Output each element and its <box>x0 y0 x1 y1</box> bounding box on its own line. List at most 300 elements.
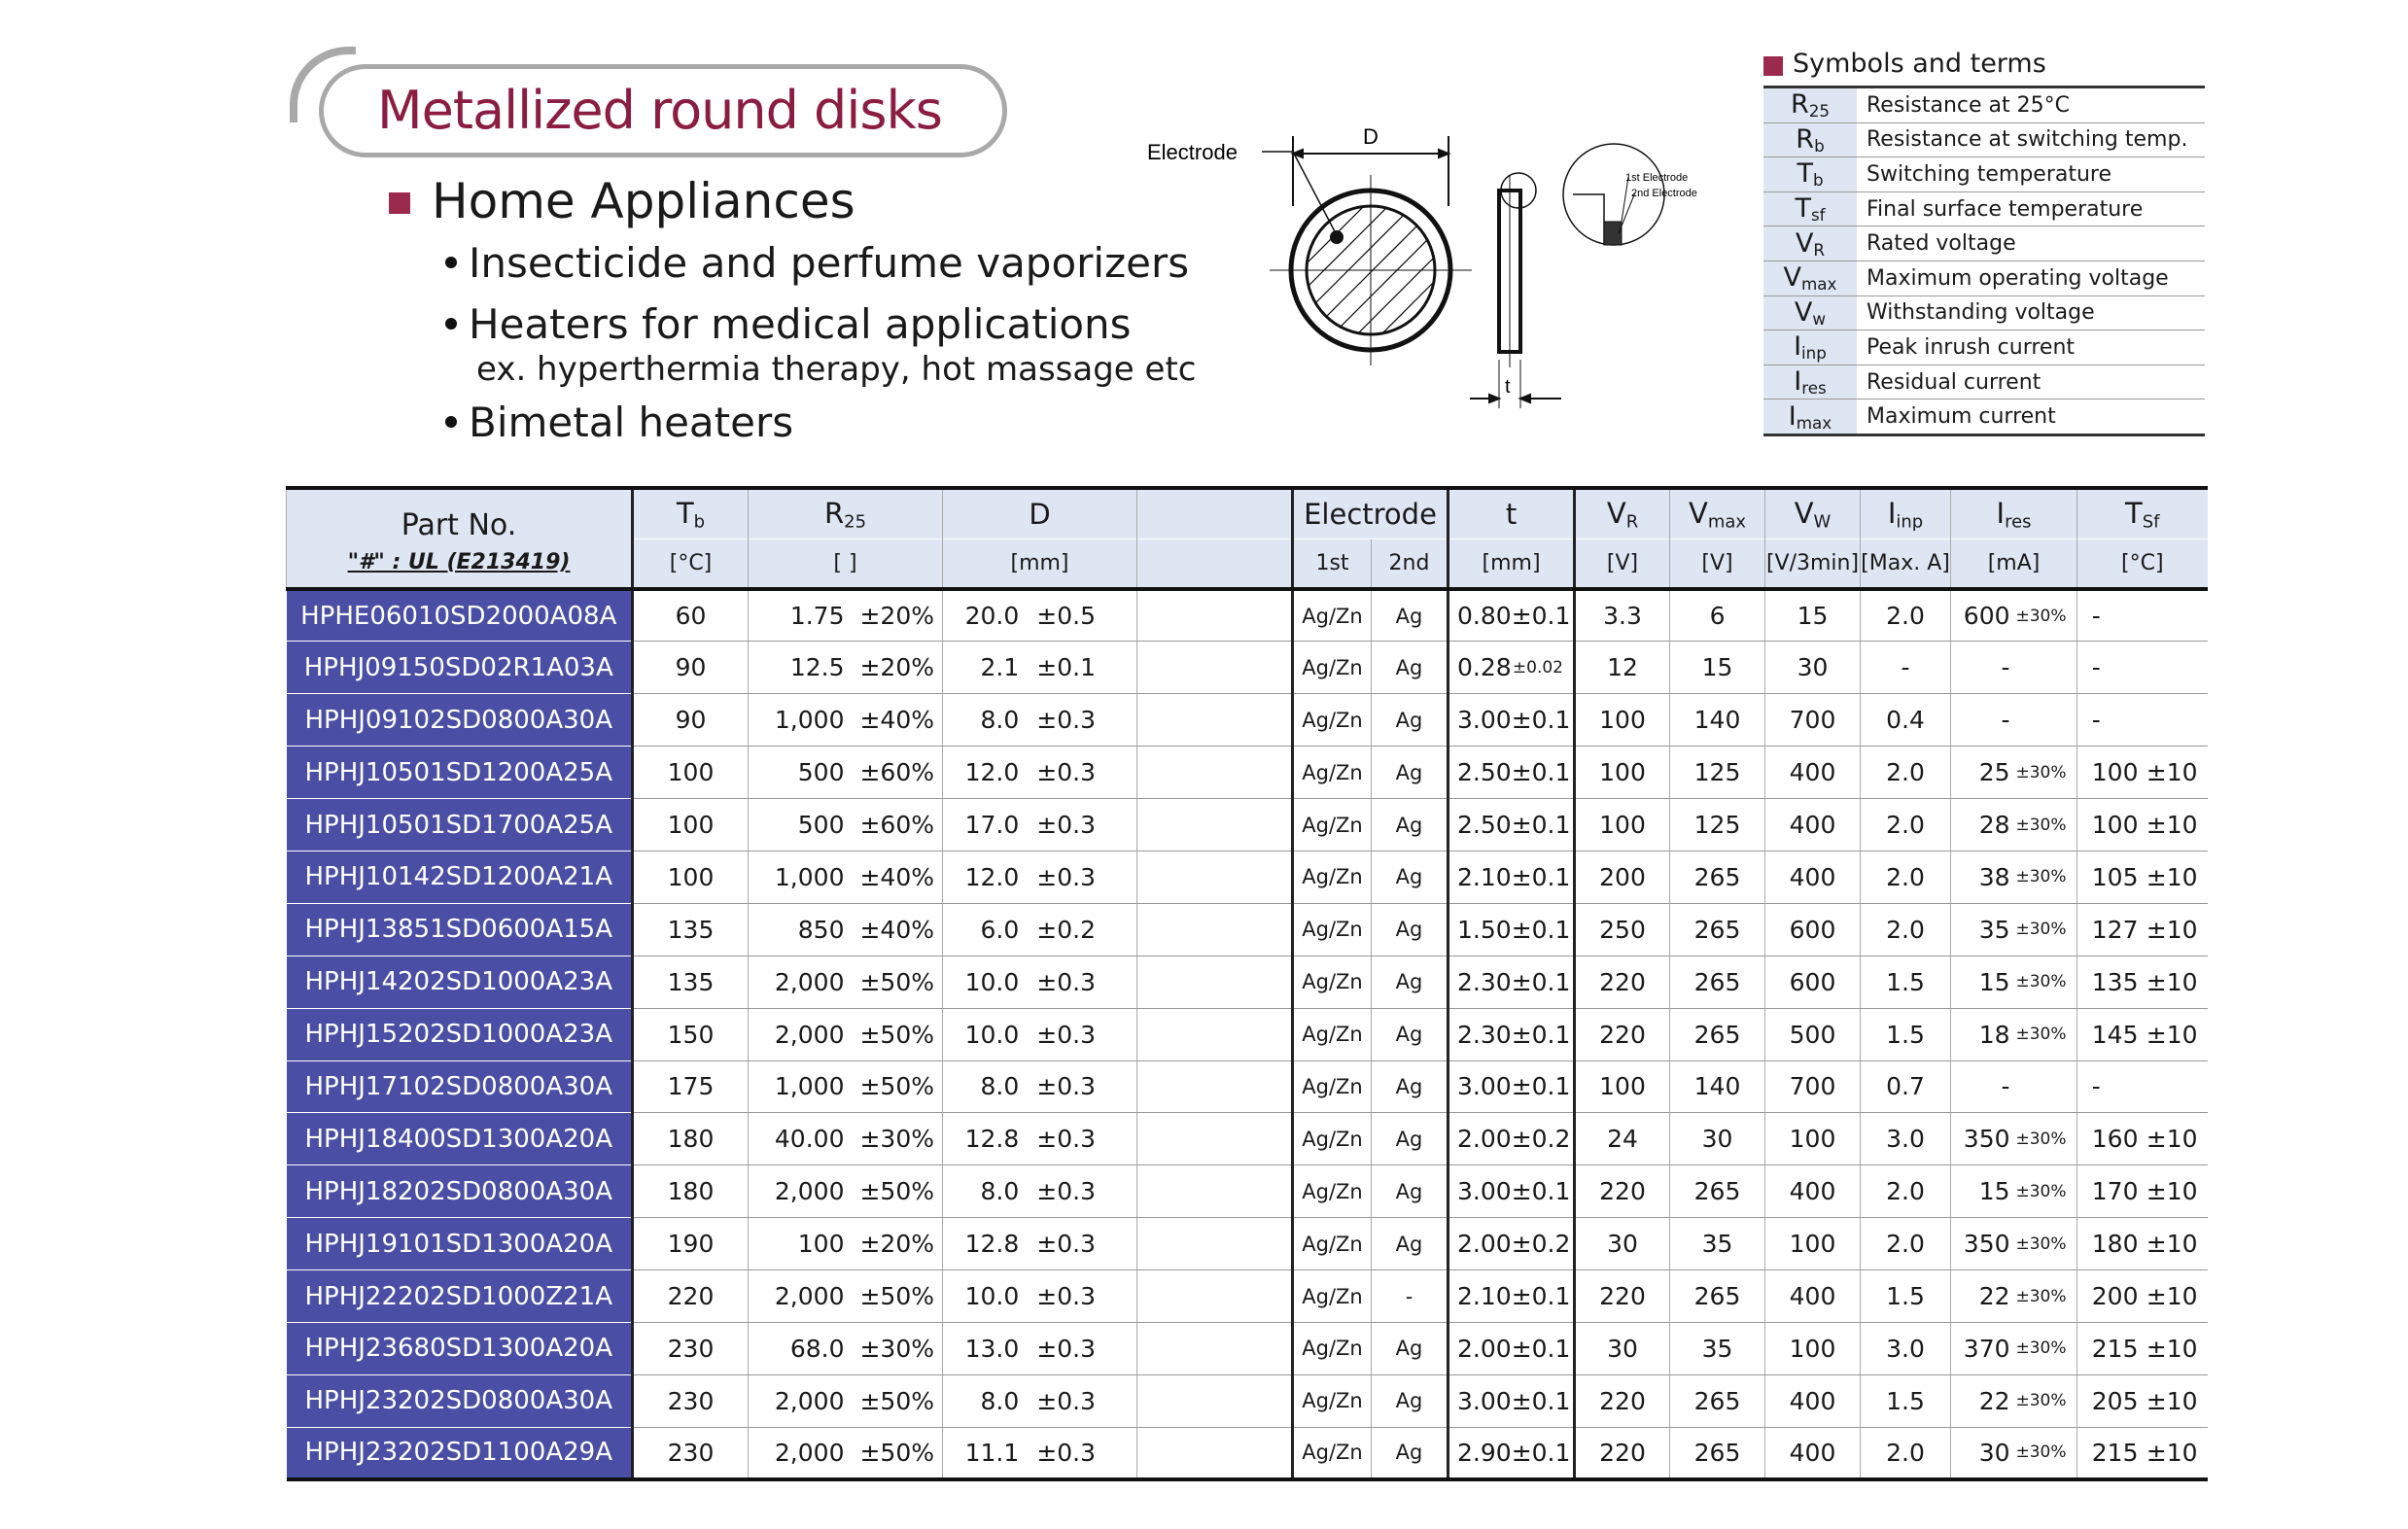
d-value: 10.0 <box>964 1282 1020 1311</box>
ires-cell <box>1951 1060 2077 1113</box>
symbol-row <box>1763 365 2205 400</box>
disk-diagram <box>1137 117 1697 428</box>
electrode-1st: Ag/Zn <box>1293 1218 1372 1270</box>
vr-value: 220 <box>1575 1008 1670 1060</box>
symbol-cell: $T_{sf}$ <box>1763 191 1857 226</box>
tb-value: 135 <box>633 903 749 956</box>
table-row <box>287 1218 2208 1270</box>
vw-value: 100 <box>1765 1218 1861 1270</box>
r25-tolerance: ±30% <box>859 1334 934 1363</box>
part-number: HPHJ22202SD1000Z21A <box>287 1270 633 1323</box>
t-tolerance: ±0.1 <box>1511 706 1571 735</box>
ires-tolerance: ±30% <box>2015 867 2067 887</box>
vw-value: 100 <box>1765 1322 1861 1374</box>
vw-value: 400 <box>1765 799 1861 851</box>
d-tolerance: ±0.5 <box>1036 602 1096 631</box>
r25-cell <box>749 1218 943 1270</box>
tsf-value: 145 <box>2091 1020 2139 1049</box>
part-number: HPHJ09102SD0800A30A <box>287 694 633 747</box>
tb-value: 230 <box>633 1322 749 1374</box>
vr-value: 30 <box>1575 1322 1670 1374</box>
ires-tolerance: ±30% <box>2015 815 2067 835</box>
vr-value: 220 <box>1575 1374 1670 1427</box>
tb-value: 100 <box>633 799 749 851</box>
d-value: 10.0 <box>964 1020 1020 1049</box>
t-value: 2.00 <box>1457 1334 1512 1363</box>
d-tolerance: ±0.3 <box>1036 1072 1096 1101</box>
d-tolerance: ±0.3 <box>1036 1334 1096 1363</box>
electrode-2nd: Ag <box>1372 1113 1448 1165</box>
d-value: 11.1 <box>964 1438 1020 1467</box>
symbol-description: Switching temperature <box>1857 157 2205 192</box>
vmax-value: 265 <box>1670 851 1765 903</box>
symbol-description: Residual current <box>1857 365 2205 400</box>
r25-value: 2,000 <box>774 1386 845 1415</box>
page-title: Metallized round disks <box>377 80 942 141</box>
iinp-value: - <box>1861 642 1951 694</box>
electrode-1st: Ag/Zn <box>1293 694 1372 747</box>
table-row <box>287 956 2208 1008</box>
ires-cell <box>1951 1165 2077 1218</box>
section-title: Home Appliances <box>432 173 855 229</box>
vmax-value: 265 <box>1670 956 1765 1008</box>
d-cell <box>943 694 1137 747</box>
electrode-1st: Ag/Zn <box>1293 851 1372 903</box>
t-cell <box>1448 589 1575 642</box>
tsf-value: 127 <box>2091 915 2139 944</box>
ires-cell <box>1951 589 2077 642</box>
symbols-title: Symbols and terms <box>1793 49 2046 79</box>
t-tolerance: ±0.1 <box>1511 758 1571 787</box>
part-number: HPHJ18202SD0800A30A <box>287 1165 633 1218</box>
electrode-1st: Ag/Zn <box>1293 589 1372 642</box>
symbol-cell: $V_R$ <box>1763 226 1857 261</box>
tsf-header: $T_{Sf}$ <box>2077 488 2208 539</box>
iinp-value: 2.0 <box>1861 851 1951 903</box>
d-value: 8.0 <box>980 1072 1020 1101</box>
vr-value: 100 <box>1575 1060 1670 1113</box>
ires-tolerance: ±30% <box>2015 1391 2067 1411</box>
tsf-value: 100 <box>2091 811 2139 839</box>
tsf-cell <box>2077 747 2208 799</box>
t-value: 2.30 <box>1457 967 1512 996</box>
ires-cell <box>1951 1218 2077 1270</box>
t-value: 3.00 <box>1457 1386 1512 1415</box>
blank-cell <box>1137 1165 1293 1218</box>
vmax-value: 265 <box>1670 1374 1765 1427</box>
table-row <box>287 1113 2208 1165</box>
iinp-value: 1.5 <box>1861 956 1951 1008</box>
symbol-row <box>1763 157 2205 192</box>
part-number: HPHE06010SD2000A08A <box>287 589 633 642</box>
electrode-header: Electrode <box>1293 488 1448 539</box>
vr-header: $V_R$ <box>1575 488 1670 539</box>
ul-note: "#" : UL (E213419) <box>347 550 571 574</box>
r25-tolerance: ±50% <box>859 1020 934 1049</box>
r25-cell <box>749 1374 943 1427</box>
ires-cell <box>1951 747 2077 799</box>
ires-value: - <box>2001 1072 2010 1101</box>
table-row <box>287 1374 2208 1427</box>
t-value: 3.00 <box>1457 1177 1512 1206</box>
blank-header <box>1137 488 1293 539</box>
r25-value: 850 <box>797 915 845 944</box>
blank-cell <box>1137 1060 1293 1113</box>
tsf-value: 215 <box>2091 1334 2139 1363</box>
symbol-row <box>1763 122 2205 157</box>
iinp-value: 1.5 <box>1861 1008 1951 1060</box>
tsf-cell <box>2077 903 2208 956</box>
r25-value: 1,000 <box>774 1072 845 1101</box>
iinp-value: 2.0 <box>1861 1165 1951 1218</box>
ires-tolerance: ±30% <box>2015 972 2067 992</box>
symbol-row <box>1763 87 2205 123</box>
t-value: 2.30 <box>1457 1020 1512 1049</box>
d-cell <box>943 1060 1137 1113</box>
t-cell <box>1448 747 1575 799</box>
bullet-dot-icon <box>445 257 457 268</box>
table-row <box>287 642 2208 694</box>
d-value: 8.0 <box>980 1177 1020 1206</box>
tb-value: 135 <box>633 956 749 1008</box>
ires-header: $I_{res}$ <box>1951 488 2077 539</box>
r25-tolerance: ±20% <box>859 1230 934 1259</box>
t-cell <box>1448 851 1575 903</box>
vmax-value: 265 <box>1670 1427 1765 1479</box>
ires-tolerance: ±30% <box>2015 1442 2067 1463</box>
electrode-2nd: Ag <box>1372 1218 1448 1270</box>
tb-value: 100 <box>633 851 749 903</box>
electrode-1st: Ag/Zn <box>1293 1270 1372 1323</box>
r25-cell <box>749 1113 943 1165</box>
r25-cell <box>749 1322 943 1374</box>
tsf-tolerance: ±10 <box>2146 1334 2198 1363</box>
electrode-2nd: Ag <box>1372 903 1448 956</box>
d-tolerance: ±0.3 <box>1036 967 1096 996</box>
t-cell <box>1448 1270 1575 1323</box>
ires-value: 35 <box>1978 915 2010 944</box>
electrode-2nd: Ag <box>1372 1374 1448 1427</box>
d-unit: [mm] <box>943 539 1137 589</box>
blank-cell <box>1137 1270 1293 1323</box>
tb-value: 180 <box>633 1165 749 1218</box>
symbol-cell: $I_{max}$ <box>1763 400 1857 435</box>
ires-unit: [mA] <box>1951 539 2077 589</box>
bullet-dot-icon <box>445 318 457 330</box>
r25-cell <box>749 1270 943 1323</box>
vw-value: 30 <box>1765 642 1861 694</box>
r25-cell <box>749 851 943 903</box>
vr-value: 100 <box>1575 694 1670 747</box>
blank-cell <box>1137 903 1293 956</box>
bullet-sub-note: ex. hyperthermia therapy, hot massage etc <box>476 350 1197 389</box>
vr-value: 220 <box>1575 956 1670 1008</box>
r25-tolerance: ±60% <box>859 758 934 787</box>
symbol-description: Resistance at 25°C <box>1857 87 2205 123</box>
tsf-cell <box>2077 589 2208 642</box>
t-tolerance: ±0.1 <box>1511 1177 1571 1206</box>
tsf-tolerance: ±10 <box>2146 915 2198 944</box>
d-value: 6.0 <box>980 915 1020 944</box>
ires-tolerance: ±30% <box>2015 920 2067 940</box>
vr-value: 100 <box>1575 799 1670 851</box>
symbol-cell: $T_b$ <box>1763 157 1857 192</box>
electrode-1st: Ag/Zn <box>1293 1165 1372 1218</box>
d-cell <box>943 1374 1137 1427</box>
table-row <box>287 1008 2208 1060</box>
ires-cell <box>1951 1322 2077 1374</box>
symbol-row <box>1763 261 2205 295</box>
blank-cell <box>1137 747 1293 799</box>
tsf-cell <box>2077 1218 2208 1270</box>
electrode-1st: Ag/Zn <box>1293 1113 1372 1165</box>
r25-value: 2,000 <box>774 1177 845 1206</box>
ires-value: - <box>2001 706 2010 735</box>
ires-tolerance: ±30% <box>2015 1181 2067 1201</box>
electrode-2nd: Ag <box>1372 956 1448 1008</box>
vw-unit: [V/3min] <box>1765 539 1861 589</box>
iinp-value: 0.4 <box>1861 694 1951 747</box>
tsf-tolerance <box>2146 602 2193 630</box>
section-square-icon <box>389 192 410 214</box>
vr-value: 250 <box>1575 903 1670 956</box>
table-row <box>287 589 2208 642</box>
r25-value: 2,000 <box>774 1282 845 1311</box>
d-cell <box>943 1270 1137 1323</box>
tsf-cell <box>2077 1270 2208 1323</box>
d-tolerance: ±0.3 <box>1036 862 1096 891</box>
t-tolerance: ±0.1 <box>1511 967 1571 996</box>
vmax-value: 15 <box>1670 642 1765 694</box>
ires-value: 25 <box>1978 758 2010 787</box>
vw-value: 400 <box>1765 851 1861 903</box>
t-value: 2.00 <box>1457 1125 1512 1154</box>
electrode-1st: Ag/Zn <box>1293 747 1372 799</box>
ires-value: 18 <box>1978 1020 2010 1049</box>
r25-cell <box>749 799 943 851</box>
vmax-value: 265 <box>1670 1270 1765 1323</box>
vmax-value: 140 <box>1670 1060 1765 1113</box>
t-value: 0.28 <box>1457 653 1512 682</box>
ires-tolerance: ±30% <box>2015 1234 2067 1254</box>
vr-value: 220 <box>1575 1427 1670 1479</box>
t-cell <box>1448 956 1575 1008</box>
ires-cell <box>1951 903 2077 956</box>
vw-value: 600 <box>1765 903 1861 956</box>
tsf-value: 135 <box>2091 967 2139 996</box>
part-number: HPHJ10142SD1200A21A <box>287 851 633 903</box>
r25-unit: [ ] <box>749 539 943 589</box>
d-value: 10.0 <box>964 967 1020 996</box>
iinp-value: 2.0 <box>1861 903 1951 956</box>
t-value: 2.10 <box>1457 1282 1512 1311</box>
tb-value: 150 <box>633 1008 749 1060</box>
t-value: 2.50 <box>1457 811 1512 839</box>
tb-unit: [°C] <box>633 539 749 589</box>
tsf-tolerance: ±10 <box>2146 1386 2198 1415</box>
electrode-2nd: Ag <box>1372 1322 1448 1374</box>
ires-tolerance: ±30% <box>2015 1129 2067 1149</box>
tsf-tolerance <box>2146 653 2193 681</box>
t-tolerance: ±0.1 <box>1511 1020 1571 1049</box>
r25-value: 1.75 <box>789 602 845 631</box>
d-tolerance: ±0.1 <box>1036 653 1096 682</box>
ires-cell <box>1951 642 2077 694</box>
electrode-2nd: - <box>1372 1270 1448 1323</box>
iinp-unit: [Max. A] <box>1861 539 1951 589</box>
electrode-1st: Ag/Zn <box>1293 1008 1372 1060</box>
tsf-tolerance: ±10 <box>2146 1230 2198 1259</box>
bullet-item <box>445 300 1132 348</box>
electrode-2nd: Ag <box>1372 799 1448 851</box>
t-value: 2.10 <box>1457 862 1512 891</box>
iinp-value: 0.7 <box>1861 1060 1951 1113</box>
r25-cell <box>749 1060 943 1113</box>
vr-value: 200 <box>1575 851 1670 903</box>
electrode-1st-unit: 1st <box>1293 539 1372 589</box>
symbols-square-icon <box>1763 56 1783 76</box>
t-tolerance: ±0.1 <box>1511 862 1571 891</box>
vw-value: 700 <box>1765 1060 1861 1113</box>
tsf-value: 215 <box>2091 1438 2139 1467</box>
first-electrode-label: 1st Electrode <box>1625 172 1689 184</box>
ires-cell <box>1951 799 2077 851</box>
tb-value: 100 <box>633 747 749 799</box>
ires-cell <box>1951 1113 2077 1165</box>
d-value: 12.0 <box>964 758 1020 787</box>
vr-value: 220 <box>1575 1270 1670 1323</box>
table-row <box>287 799 2208 851</box>
symbol-cell: $R_b$ <box>1763 122 1857 157</box>
electrode-1st: Ag/Zn <box>1293 1322 1372 1374</box>
bullet-text: Heaters for medical applications <box>469 300 1132 348</box>
ires-value: 370 <box>1963 1334 2010 1363</box>
tsf-tolerance: ±10 <box>2146 1282 2198 1311</box>
vw-value: 400 <box>1765 747 1861 799</box>
vw-value: 15 <box>1765 589 1861 642</box>
iinp-value: 1.5 <box>1861 1270 1951 1323</box>
d-cell <box>943 642 1137 694</box>
tsf-value: 100 <box>2091 758 2139 787</box>
d-tolerance: ±0.2 <box>1036 915 1096 944</box>
blank-cell <box>1137 851 1293 903</box>
tb-header: $T_b$ <box>633 488 749 539</box>
vmax-value: 35 <box>1670 1218 1765 1270</box>
d-cell <box>943 1218 1137 1270</box>
electrode-2nd: Ag <box>1372 1008 1448 1060</box>
t-cell <box>1448 1427 1575 1479</box>
t-cell <box>1448 1060 1575 1113</box>
tsf-value: 180 <box>2091 1230 2139 1259</box>
ires-value: - <box>2001 653 2010 682</box>
table-row <box>287 851 2208 903</box>
d-value: 17.0 <box>964 811 1020 839</box>
tsf-tolerance: ±10 <box>2146 811 2198 839</box>
symbol-description: Peak inrush current <box>1857 330 2205 365</box>
r25-cell <box>749 589 943 642</box>
r25-tolerance: ±50% <box>859 1282 934 1311</box>
r25-cell <box>749 956 943 1008</box>
blank-cell <box>1137 642 1293 694</box>
ires-tolerance: ±30% <box>2015 1338 2067 1359</box>
t-tolerance: ±0.1 <box>1511 1072 1571 1101</box>
ires-value: 15 <box>1978 967 2010 996</box>
blank-unit <box>1137 539 1293 589</box>
dimension-d-label: D <box>1363 124 1378 149</box>
r25-value: 1,000 <box>774 862 845 891</box>
tb-value: 190 <box>633 1218 749 1270</box>
d-cell <box>943 1113 1137 1165</box>
blank-cell <box>1137 1113 1293 1165</box>
symbol-row <box>1763 400 2205 435</box>
part-no-label: Part No. <box>401 508 517 542</box>
symbol-cell: $V_w$ <box>1763 295 1857 330</box>
r25-value: 2,000 <box>774 1438 845 1467</box>
d-value: 8.0 <box>980 1386 1020 1415</box>
r25-value: 40.00 <box>774 1125 845 1154</box>
r25-tolerance: ±40% <box>859 915 934 944</box>
electrode-label: Electrode <box>1147 140 1238 164</box>
spec-table <box>286 486 2208 1481</box>
d-value: 8.0 <box>980 706 1020 735</box>
iinp-value: 2.0 <box>1861 799 1951 851</box>
ires-cell <box>1951 1374 2077 1427</box>
tsf-cell <box>2077 1427 2208 1479</box>
electrode-1st: Ag/Zn <box>1293 903 1372 956</box>
r25-tolerance: ±50% <box>859 967 934 996</box>
tsf-tolerance: ±10 <box>2146 1020 2198 1049</box>
d-value: 20.0 <box>964 602 1020 631</box>
tsf-value: - <box>2091 653 2101 682</box>
tsf-cell <box>2077 1008 2208 1060</box>
tb-value: 175 <box>633 1060 749 1113</box>
d-tolerance: ±0.3 <box>1036 1282 1096 1311</box>
d-value: 13.0 <box>964 1334 1020 1363</box>
symbol-description: Rated voltage <box>1857 226 2205 261</box>
bullet-text: Bimetal heaters <box>469 399 794 446</box>
ires-tolerance: ±30% <box>2015 762 2067 782</box>
d-cell <box>943 747 1137 799</box>
t-tolerance: ±0.1 <box>1511 602 1571 631</box>
second-electrode-label: 2nd Electrode <box>1631 188 1697 199</box>
vr-unit: [V] <box>1575 539 1670 589</box>
vr-value: 3.3 <box>1575 589 1670 642</box>
d-header: D <box>943 488 1137 539</box>
part-number: HPHJ23202SD0800A30A <box>287 1374 633 1427</box>
ires-cell <box>1951 956 2077 1008</box>
part-number: HPHJ15202SD1000A23A <box>287 1008 633 1060</box>
blank-cell <box>1137 1008 1293 1060</box>
symbol-description: Final surface temperature <box>1857 191 2205 226</box>
vmax-value: 265 <box>1670 1165 1765 1218</box>
electrode-2nd: Ag <box>1372 589 1448 642</box>
tsf-tolerance <box>2146 1072 2193 1100</box>
tsf-cell <box>2077 1113 2208 1165</box>
t-value: 3.00 <box>1457 706 1512 735</box>
t-value: 1.50 <box>1457 915 1512 944</box>
symbol-description: Maximum current <box>1857 400 2205 435</box>
ires-value: 600 <box>1963 602 2010 631</box>
r25-tolerance: ±50% <box>859 1072 934 1101</box>
ires-cell <box>1951 1270 2077 1323</box>
iinp-value: 2.0 <box>1861 1427 1951 1479</box>
symbol-cell: $R_{25}$ <box>1763 87 1857 123</box>
tsf-tolerance: ±10 <box>2146 758 2198 787</box>
electrode-2nd: Ag <box>1372 642 1448 694</box>
vr-value: 12 <box>1575 642 1670 694</box>
electrode-1st: Ag/Zn <box>1293 1060 1372 1113</box>
t-cell <box>1448 1374 1575 1427</box>
